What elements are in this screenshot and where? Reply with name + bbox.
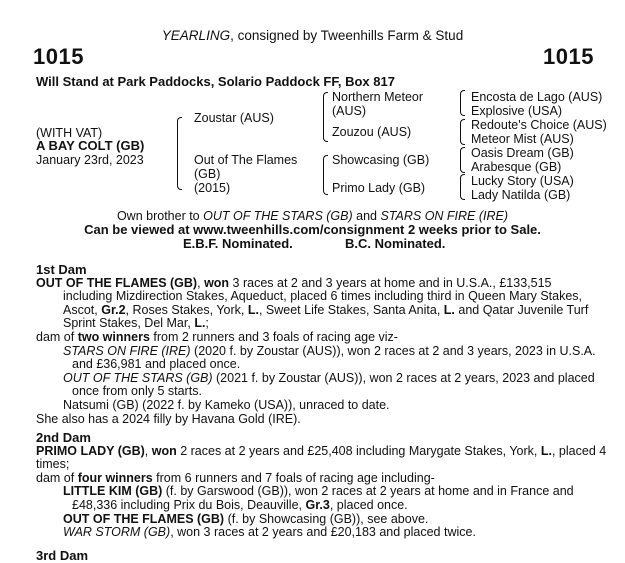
- produce-2: [36, 372, 611, 399]
- produce-text: (2021 f. by Zoustar (AUS)), won 2 races at 2 years, 2023 and placed once from only 5 starts.: [72, 370, 595, 399]
- first-dam-produce-summary: [36, 331, 611, 345]
- second-produce-1: [36, 485, 611, 512]
- produce-name: OUT OF THE FLAMES (GB): [63, 511, 225, 526]
- consignor: , consigned by Tweenhills Farm & Stud: [230, 28, 464, 43]
- listed-label: L.: [247, 302, 259, 317]
- grade-label: Gr.3: [305, 497, 330, 512]
- second-produce-3: [36, 526, 611, 540]
- pedigree-sire-dam: Zouzou (AUS): [332, 125, 412, 139]
- own-brother-1: OUT OF THE STARS (GB): [203, 209, 353, 223]
- second-dam-heading: 2nd Dam: [36, 430, 91, 445]
- second-dam-produce-summary: [36, 472, 611, 486]
- produce-name: WAR STORM (GB): [63, 525, 171, 540]
- first-dam-record-detail: [36, 290, 611, 331]
- produce-text: (f. by Garswood (GB)), won 2 races at 2 years at home and in France and £48,336 including Prix du Bois, Deauville,: [72, 484, 574, 512]
- viewing-note: Can be viewed at www.tweenhills.com/consignment 2 weeks prior to Sale.: [84, 222, 541, 237]
- pedigree-brace-4: [460, 90, 465, 116]
- third-dam-heading: 3rd Dam: [36, 548, 89, 563]
- second-dam-name: PRIMO LADY (GB): [36, 443, 145, 458]
- record-text: and Qatar Juvenile Turf Sprint Stakes, Del Mar,: [63, 302, 589, 331]
- consignment-type: YEARLING: [161, 28, 231, 43]
- lot-number-right: 1015: [543, 44, 594, 69]
- first-dam-section: [36, 263, 611, 426]
- pedigree-brace-1: [177, 117, 182, 190]
- listed-label: L.: [540, 443, 552, 458]
- own-brother-note: [0, 209, 625, 223]
- horse-name: A BAY COLT (GB): [36, 138, 145, 153]
- pedigree-g3-8: Lady Natilda (GB): [471, 188, 571, 202]
- horse-dob: January 23rd, 2023: [36, 153, 144, 167]
- first-dam-record-1: 3 races at 2 and 3 years at home and in U.S.A., £133,515: [229, 275, 552, 290]
- produce-name: OUT OF THE STARS (GB): [63, 370, 213, 385]
- produce-1: [36, 345, 611, 372]
- bc-note: B.C. Nominated.: [345, 236, 446, 251]
- pedigree-g3-6: Arabesque (GB): [471, 160, 562, 174]
- dam-of-rest: from 6 runners and 7 foals of racing age including-: [152, 470, 435, 485]
- record-text: , Roses Stakes, York,: [125, 302, 248, 317]
- pedigree-brace-6: [460, 147, 465, 173]
- record-text: ;: [205, 316, 209, 331]
- record-text: including Mizdirection Stakes, Aqueduct, placed 6 times including third in Queen Mary Stakes, Ascot,: [63, 289, 583, 317]
- pedigree-brace-2: [323, 92, 328, 142]
- produce-text: (2020 f. by Zoustar (AUS)), won 2 races at 2 and 3 years, 2023 in U.S.A. and £36,981 and placed once.: [72, 343, 596, 372]
- dam-of-winners: four winners: [77, 470, 153, 485]
- pedigree-sire-sire-1: Northern Meteor: [332, 90, 424, 104]
- pedigree-brace-7: [460, 174, 465, 200]
- first-dam-record: OUT OF THE FLAMES (GB), won 3 races at 2 and 3 years at home and in U.S.A., £133,515: [36, 275, 552, 290]
- second-dam-record: PRIMO LADY (GB), won 2 races at 2 years and £25,408 including Marygate Stakes, York, L., placed 4 times;: [36, 443, 607, 472]
- pedigree-brace-5: [460, 119, 465, 145]
- first-dam-won: won: [204, 275, 230, 290]
- second-dam-section: [36, 431, 611, 540]
- listed-label: L.: [443, 302, 455, 317]
- stand-location: Will Stand at Park Paddocks, Solario Paddock FF, Box 817: [36, 74, 395, 89]
- pedigree-brace-3: [323, 155, 328, 195]
- produce-name: LITTLE KIM (GB): [63, 484, 163, 499]
- produce-3: Natsumi (GB) (2022 f. by Kameko (USA)), unraced to date.: [63, 397, 390, 412]
- own-brother-prefix: Own brother to: [116, 209, 204, 223]
- consignment-line: [0, 28, 625, 43]
- dam-of-prefix: dam of: [36, 329, 78, 344]
- pedigree-g3-7: Lucky Story (USA): [471, 174, 574, 188]
- listed-label: L.: [194, 316, 206, 331]
- pedigree-dam-line2: (GB): [194, 167, 221, 181]
- lot-number-left: 1015: [33, 44, 84, 69]
- pedigree-dam-dam: Primo Lady (GB): [332, 181, 426, 195]
- pedigree-g3-3: Redoute's Choice (AUS): [471, 118, 607, 132]
- dam-of-winners: two winners: [77, 329, 150, 344]
- dam-of-rest: from 2 runners and 3 foals of racing age viz-: [149, 329, 398, 344]
- pedigree-dam-line3: (2015): [194, 181, 231, 195]
- pedigree-g3-2: Explosive (USA): [471, 104, 562, 118]
- own-brother-2: STARS ON FIRE (IRE): [380, 209, 509, 223]
- record-text: , placed 4 times;: [36, 443, 607, 472]
- pedigree-g3-1: Encosta de Lago (AUS): [471, 90, 603, 104]
- second-dam-won: won: [151, 443, 177, 458]
- pedigree-g3-5: Oasis Dream (GB): [471, 146, 574, 160]
- produce-text: , won 3 races at 2 years and £20,183 and placed twice.: [170, 525, 476, 540]
- produce-text: (f. by Showcasing (GB)), see above.: [224, 511, 429, 526]
- second-produce-2: [36, 513, 611, 527]
- dam-of-prefix: dam of: [36, 470, 78, 485]
- produce-text: , placed once.: [329, 497, 408, 512]
- pedigree-dam-line1: Out of The Flames: [194, 153, 298, 167]
- record-text: 2 races at 2 years and £25,408 including Marygate Stakes, York,: [176, 443, 541, 458]
- pedigree-sire: Zoustar (AUS): [194, 111, 274, 125]
- pedigree-sire-sire-2: (AUS): [332, 104, 367, 118]
- pedigree-g3-4: Meteor Mist (AUS): [471, 132, 574, 146]
- record-text: , Sweet Life Stakes, Santa Anita,: [258, 302, 444, 317]
- pedigree-dam-sire: Showcasing (GB): [332, 153, 430, 167]
- first-dam-also: She also has a 2024 filly by Havana Gold (IRE).: [36, 411, 301, 426]
- first-dam-heading: 1st Dam: [36, 262, 87, 277]
- ebf-note: E.B.F. Nominated.: [183, 236, 293, 251]
- first-dam-name: OUT OF THE FLAMES (GB): [36, 275, 198, 290]
- vat-note: (WITH VAT): [36, 126, 103, 140]
- own-brother-and: and: [352, 209, 381, 223]
- produce-name: STARS ON FIRE (IRE): [63, 343, 191, 358]
- grade-label: Gr.2: [101, 302, 126, 317]
